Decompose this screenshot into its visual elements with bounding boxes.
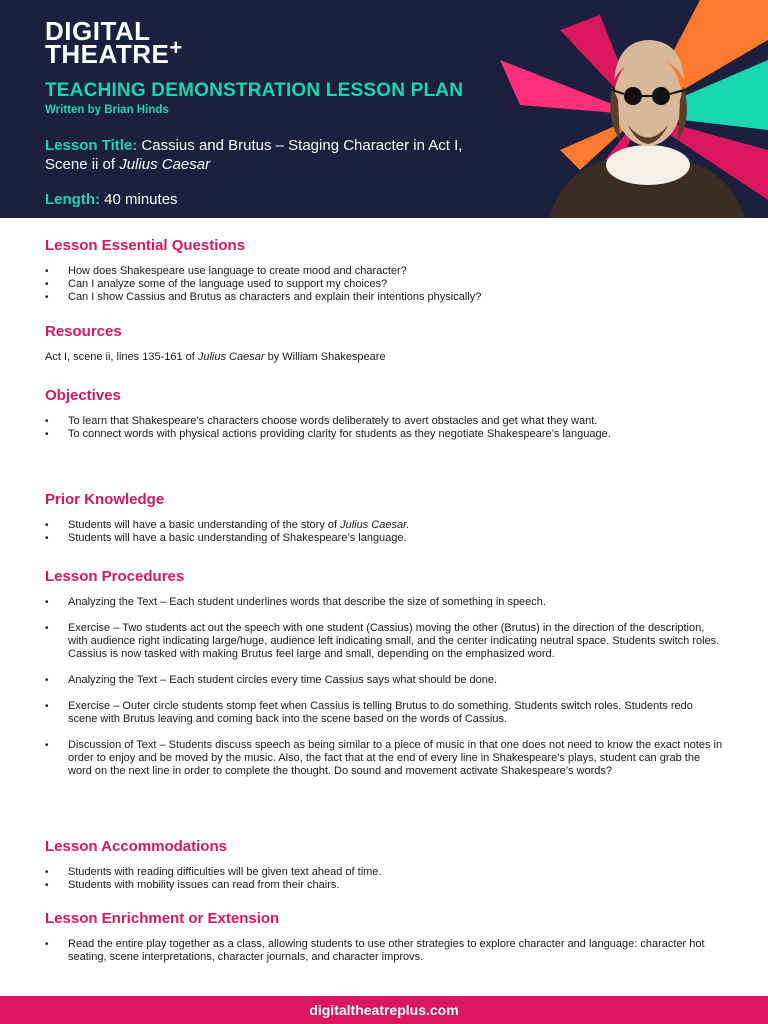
list-item: • To connect words with physical actions providing clarity for students as they negotiate Shakespeare’s language. [45,428,725,441]
list-item: • Students with mobility issues can read from their chairs. [45,879,725,892]
list-item: • To learn that Shakespeare’s characters choose words deliberately to avert obstacles and get what they want. [45,415,725,428]
footer-url-link[interactable]: digitaltheatreplus.com [309,1002,459,1018]
list-item: • Exercise – Outer circle students stomp feet when Cassius is telling Brutus to do something. Students switch roles. Students redo scene with Brutus leaving and coming back into the scene based on the words of Cassius. [45,700,725,726]
list-item: • Students will have a basic understanding of Shakespeare’s language. [45,532,725,545]
section-heading: Lesson Enrichment or Extension [45,910,280,927]
list-item: • Read the entire play together as a class, allowing students to use other strategies to explore character and language: character hot seating, scene interpretations, character journals, and character improvs. [45,938,725,964]
digital-theatre-logo[interactable] [45,16,183,69]
list-item [45,519,725,532]
logo-line-1: DIGITAL [45,16,151,46]
section-accommodations [45,838,725,892]
section-essential-questions [45,237,725,304]
bullet-list [45,938,725,964]
section-enrichment [45,910,725,964]
list-item: • Discussion of Text – Students discuss speech as being similar to a piece of music in that one does not need to know the exact notes in order to enjoy and be moved by the music. Also, the fact that at the end of every line in Shakespeare’s plays, student can grab the word on the next line in order to complete the thought. Do sound and movement activate Shakespeare’s words? [45,739,725,778]
footer-bar [0,996,768,1024]
bullet-list [45,415,725,441]
resources-play: Julius Caesar [197,351,265,363]
header-banner [0,0,768,218]
resources-text [45,351,725,364]
list-item: • Exercise – Two students act out the speech with one student (Cassius) moving the other (Brutus) in the direction of the description, with audience right indicating large/huge, audience left indicating small, and the center indicating neutral space. Students switch roles. Cassius is now tasked with making Brutus feel large and small, depending on the emphasized word. [45,622,725,661]
section-heading: Resources [45,323,122,340]
list-item: • Can I show Cassius and Brutus as characters and explain their intentions physically? [45,291,725,304]
list-item: • Students with reading difficulties will be given text ahead of time. [45,866,725,879]
section-objectives [45,387,725,441]
section-resources [45,323,725,364]
resources-text-after: by William Shakespeare [267,351,386,363]
section-heading: Objectives [45,387,121,404]
lesson-title [45,136,465,174]
bullet-list [45,265,725,304]
lesson-title-play: Julius Caesar [119,156,211,173]
list-item: • Analyzing the Text – Each student underlines words that describe the size of something in speech. [45,596,725,609]
length-value: 40 minutes [104,191,178,208]
lesson-length [45,191,178,208]
bullet-list [45,866,725,892]
list-item: • How does Shakespeare use language to create mood and character? [45,265,725,278]
lesson-title-text: Cassius and Brutus – Staging Character in Act I, Scene ii of [45,137,463,173]
length-label: Length: [45,191,100,208]
prior-item-text: Students will have a basic understanding of the story of [68,519,338,531]
list-item: • Analyzing the Text – Each student circles every time Cassius says what should be done. [45,674,725,687]
logo-plus: + [169,35,183,60]
list-item: • Can I analyze some of the language used to support my choices? [45,278,725,291]
section-heading: Lesson Procedures [45,568,185,585]
section-heading: Prior Knowledge [45,491,165,508]
section-heading: Lesson Accommodations [45,838,227,855]
page-title: TEACHING DEMONSTRATION LESSON PLAN [45,80,464,101]
logo-line-2: THEATRE [45,39,170,69]
lesson-title-label: Lesson Title: [45,137,138,154]
section-lesson-procedures [45,568,725,778]
bullet-list [45,596,725,778]
bullet-list [45,519,725,545]
resources-text-before: Act I, scene ii, lines 135-161 of [45,351,195,363]
author-line: Written by Brian Hinds [45,104,169,116]
section-heading: Lesson Essential Questions [45,237,246,254]
prior-item-play: Julius Caesar. [340,519,410,531]
section-prior-knowledge [45,491,725,545]
